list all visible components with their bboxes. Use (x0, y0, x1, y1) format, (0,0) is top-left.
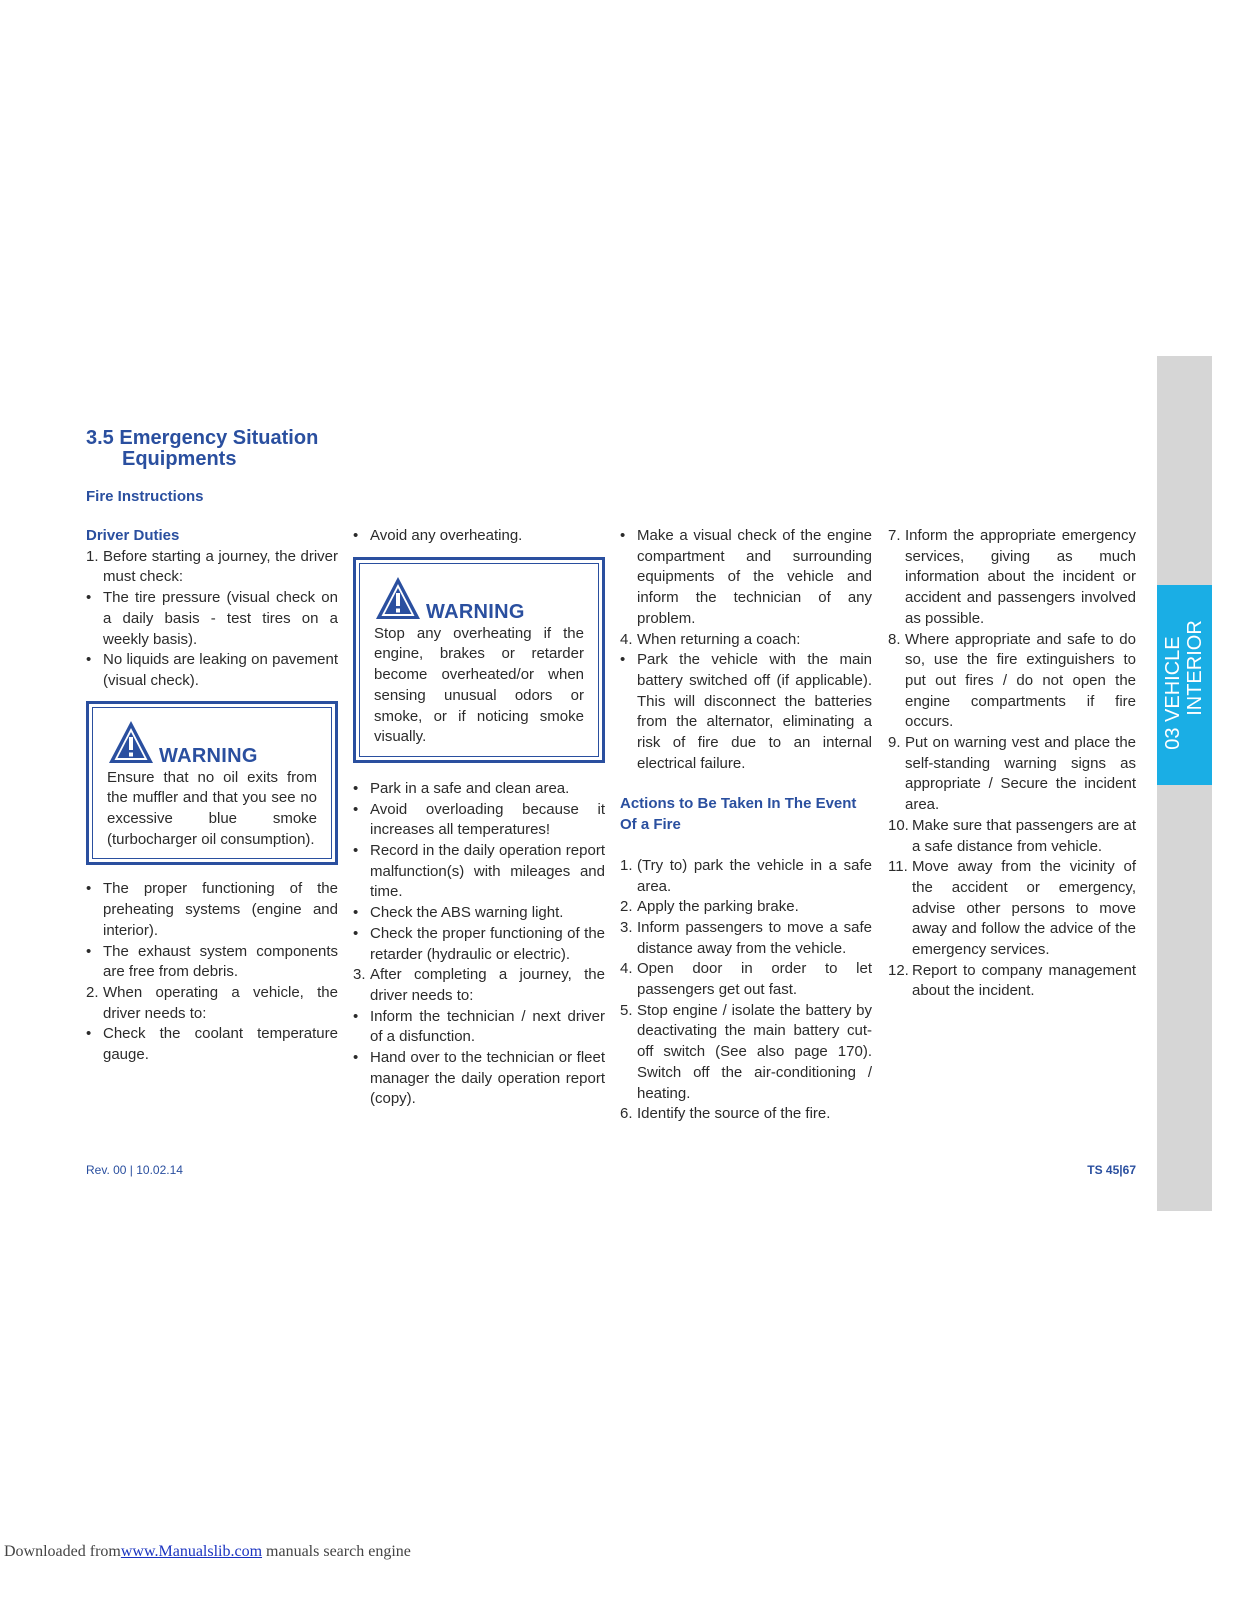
bullet-item (353, 800, 605, 841)
bullet-icon: • (620, 651, 626, 669)
download-prefix: Downloaded from (4, 1543, 121, 1560)
bullet-text: Inform the technician / next driver of a disfunction. (370, 1007, 605, 1046)
step-number: 7. (888, 527, 901, 544)
step-number: 2. (620, 898, 633, 916)
bullet-text: Check the ABS warning light. (370, 904, 564, 922)
bullet-icon: • (353, 904, 359, 922)
bullet-text: Avoid any overheating. (370, 527, 523, 544)
item-text: When returning a coach: (637, 630, 801, 648)
bullet-item (86, 879, 338, 941)
bullet-text: The exhaust system components are free from debris. (103, 942, 338, 981)
step-number: 3. (620, 918, 633, 936)
step-item (620, 897, 872, 918)
step-item (620, 1001, 872, 1105)
step-text: Inform passengers to move a safe distance away from the vehicle. (637, 918, 872, 957)
bullet-text: Park in a safe and clean area. (370, 779, 570, 797)
item-number: 2. (86, 983, 99, 1001)
bullet-text: Hand over to the technician or fleet manager the daily operation report (copy). (370, 1049, 605, 1108)
step-text: Open door in order to let passengers get out fast. (637, 960, 872, 999)
bullet-text: The proper functioning of the preheating systems (engine and interior). (103, 880, 338, 939)
bullet-icon: • (86, 880, 92, 898)
bullet-icon: • (86, 942, 92, 960)
step-text: (Try to) park the vehicle in a safe area. (637, 856, 872, 895)
step-item (888, 526, 1136, 630)
bullet-item (353, 779, 605, 800)
item-number: 4. (620, 630, 633, 648)
manualslib-link[interactable]: www.Manualslib.com (120, 1543, 263, 1560)
page-number: TS 45|67 (1087, 1163, 1136, 1177)
item-number: 3. (353, 966, 366, 984)
bullet-item (86, 588, 338, 650)
bullet-icon: • (86, 589, 92, 607)
item-text: Before starting a journey, the driver must check: (103, 547, 338, 586)
bullet-item (86, 1024, 338, 1065)
bullet-item (353, 841, 605, 903)
step-number: 6. (620, 1105, 633, 1123)
warning-triangle-icon (374, 574, 422, 622)
step-number: 1. (620, 856, 633, 874)
bullet-text: Park the vehicle with the main battery switched off (if applicable). This will disconnect the batteries from the alternator, eliminating a risk of fire due to an internal electrical failure. (637, 651, 872, 772)
step-item (888, 630, 1136, 734)
step-item (888, 857, 1136, 961)
bullet-item (86, 650, 338, 691)
bullet-icon: • (353, 842, 359, 860)
bullet-text: Avoid overloading because it increases all temperatures! (370, 800, 605, 839)
step-text: Apply the parking brake. (637, 898, 799, 916)
fire-actions-heading: Actions to Be Taken In The Event Of a Fire (620, 795, 857, 834)
column-1 (86, 526, 338, 1066)
step-item (888, 733, 1136, 816)
step-item (888, 961, 1136, 1002)
bullet-item (620, 526, 872, 630)
subsection-title: Fire Instructions (86, 488, 204, 505)
bullet-text: Make a visual check of the engine compartment and surrounding equipments of the vehicle and inform the technician of any problem. (637, 527, 872, 627)
step-item (620, 959, 872, 1000)
chapter-tab-line1: 03 VEHICLE (1162, 636, 1184, 750)
numbered-item (620, 630, 872, 651)
bullet-text: Record in the daily operation report malfunction(s) with mileages and time. (370, 842, 605, 901)
step-number: 12. (888, 961, 909, 979)
warning-text: Stop any overheating if the engine, brakes or retarder become overheated/or when sensing unusual odors or smoke, or if noticing smoke visually. (374, 624, 584, 746)
bullet-item (86, 942, 338, 983)
warning-triangle-icon (107, 718, 155, 766)
bullet-icon: • (353, 1007, 359, 1025)
column-2 (353, 526, 605, 1110)
step-number: 10. (888, 816, 909, 834)
revision-footer: Rev. 00 | 10.02.14 (86, 1163, 183, 1177)
chapter-tab-line2: INTERIOR (1184, 620, 1206, 716)
step-item (888, 816, 1136, 857)
bullet-icon: • (86, 1025, 92, 1043)
step-number: 9. (888, 734, 901, 752)
column-4 (888, 526, 1136, 1002)
warning-box (86, 701, 338, 866)
bullet-item (353, 903, 605, 924)
bullet-icon: • (86, 651, 92, 669)
step-number: 5. (620, 1001, 633, 1019)
step-item (620, 856, 872, 897)
bullet-text: The tire pressure (visual check on a daily basis - test tires on a weekly basis). (103, 589, 338, 648)
step-text: Report to company management about the incident. (912, 961, 1136, 1000)
bullet-icon: • (353, 800, 359, 818)
warning-text: Ensure that no oil exits from the muffler and that you see no excessive blue smoke (turbocharger oil consumption). (107, 768, 317, 848)
bullet-item (353, 924, 605, 965)
driver-duties-heading: Driver Duties (86, 527, 180, 544)
bullet-text: No liquids are leaking on pavement (visual check). (103, 651, 338, 689)
step-number: 11. (888, 858, 908, 876)
item-number: 1. (86, 547, 99, 565)
section-title (86, 428, 346, 470)
warning-box (353, 557, 605, 763)
bullet-icon: • (620, 527, 626, 544)
bullet-text: Check the proper functioning of the retarder (hydraulic or electric). (370, 924, 605, 963)
section-title-line1: 3.5 Emergency Situation (86, 427, 319, 449)
step-item (620, 918, 872, 959)
column-3 (620, 526, 872, 1125)
step-number: 8. (888, 630, 901, 648)
step-text: Where appropriate and safe to do so, use the fire extinguishers to put out fires / do not open the engine compartments if fire occurs. (905, 630, 1136, 731)
bullet-icon: • (353, 779, 359, 797)
bullet-item (620, 650, 872, 774)
step-text: Move away from the vicinity of the accident or emergency, advise other persons to move away and follow the advice of the emergency services. (912, 858, 1136, 959)
step-text: Put on warning vest and place the self-standing warning signs as appropriate / Secure the incident area. (905, 734, 1136, 814)
step-item (620, 1104, 872, 1125)
step-text: Inform the appropriate emergency services, giving as much information about the incident or accident and passengers involved as possible. (905, 527, 1136, 627)
bullet-item (353, 1048, 605, 1110)
step-text: Stop engine / isolate the battery by deactivating the main battery cut-off switch (See also page 170). Switch off the air-conditioning / heating. (637, 1001, 872, 1102)
item-text: When operating a vehicle, the driver needs to: (103, 983, 338, 1022)
numbered-item (353, 965, 605, 1006)
download-notice (4, 1543, 411, 1561)
bullet-item (353, 1007, 605, 1048)
bullet-item (353, 526, 605, 547)
item-text: After completing a journey, the driver needs to: (370, 966, 605, 1004)
step-number: 4. (620, 960, 633, 978)
download-suffix: manuals search engine (262, 1543, 411, 1560)
section-title-line2: Equipments (122, 448, 237, 470)
bullet-icon: • (353, 924, 359, 942)
step-text: Identify the source of the fire. (637, 1105, 831, 1123)
numbered-item (86, 547, 338, 588)
bullet-icon: • (353, 527, 359, 544)
warning-label: WARNING (426, 600, 525, 623)
chapter-tab-label (1157, 585, 1212, 785)
bullet-icon: • (353, 1049, 359, 1067)
numbered-item (86, 983, 338, 1024)
warning-label: WARNING (159, 744, 258, 767)
step-text: Make sure that passengers are at a safe distance from vehicle. (912, 816, 1136, 855)
bullet-text: Check the coolant temperature gauge. (103, 1025, 338, 1064)
